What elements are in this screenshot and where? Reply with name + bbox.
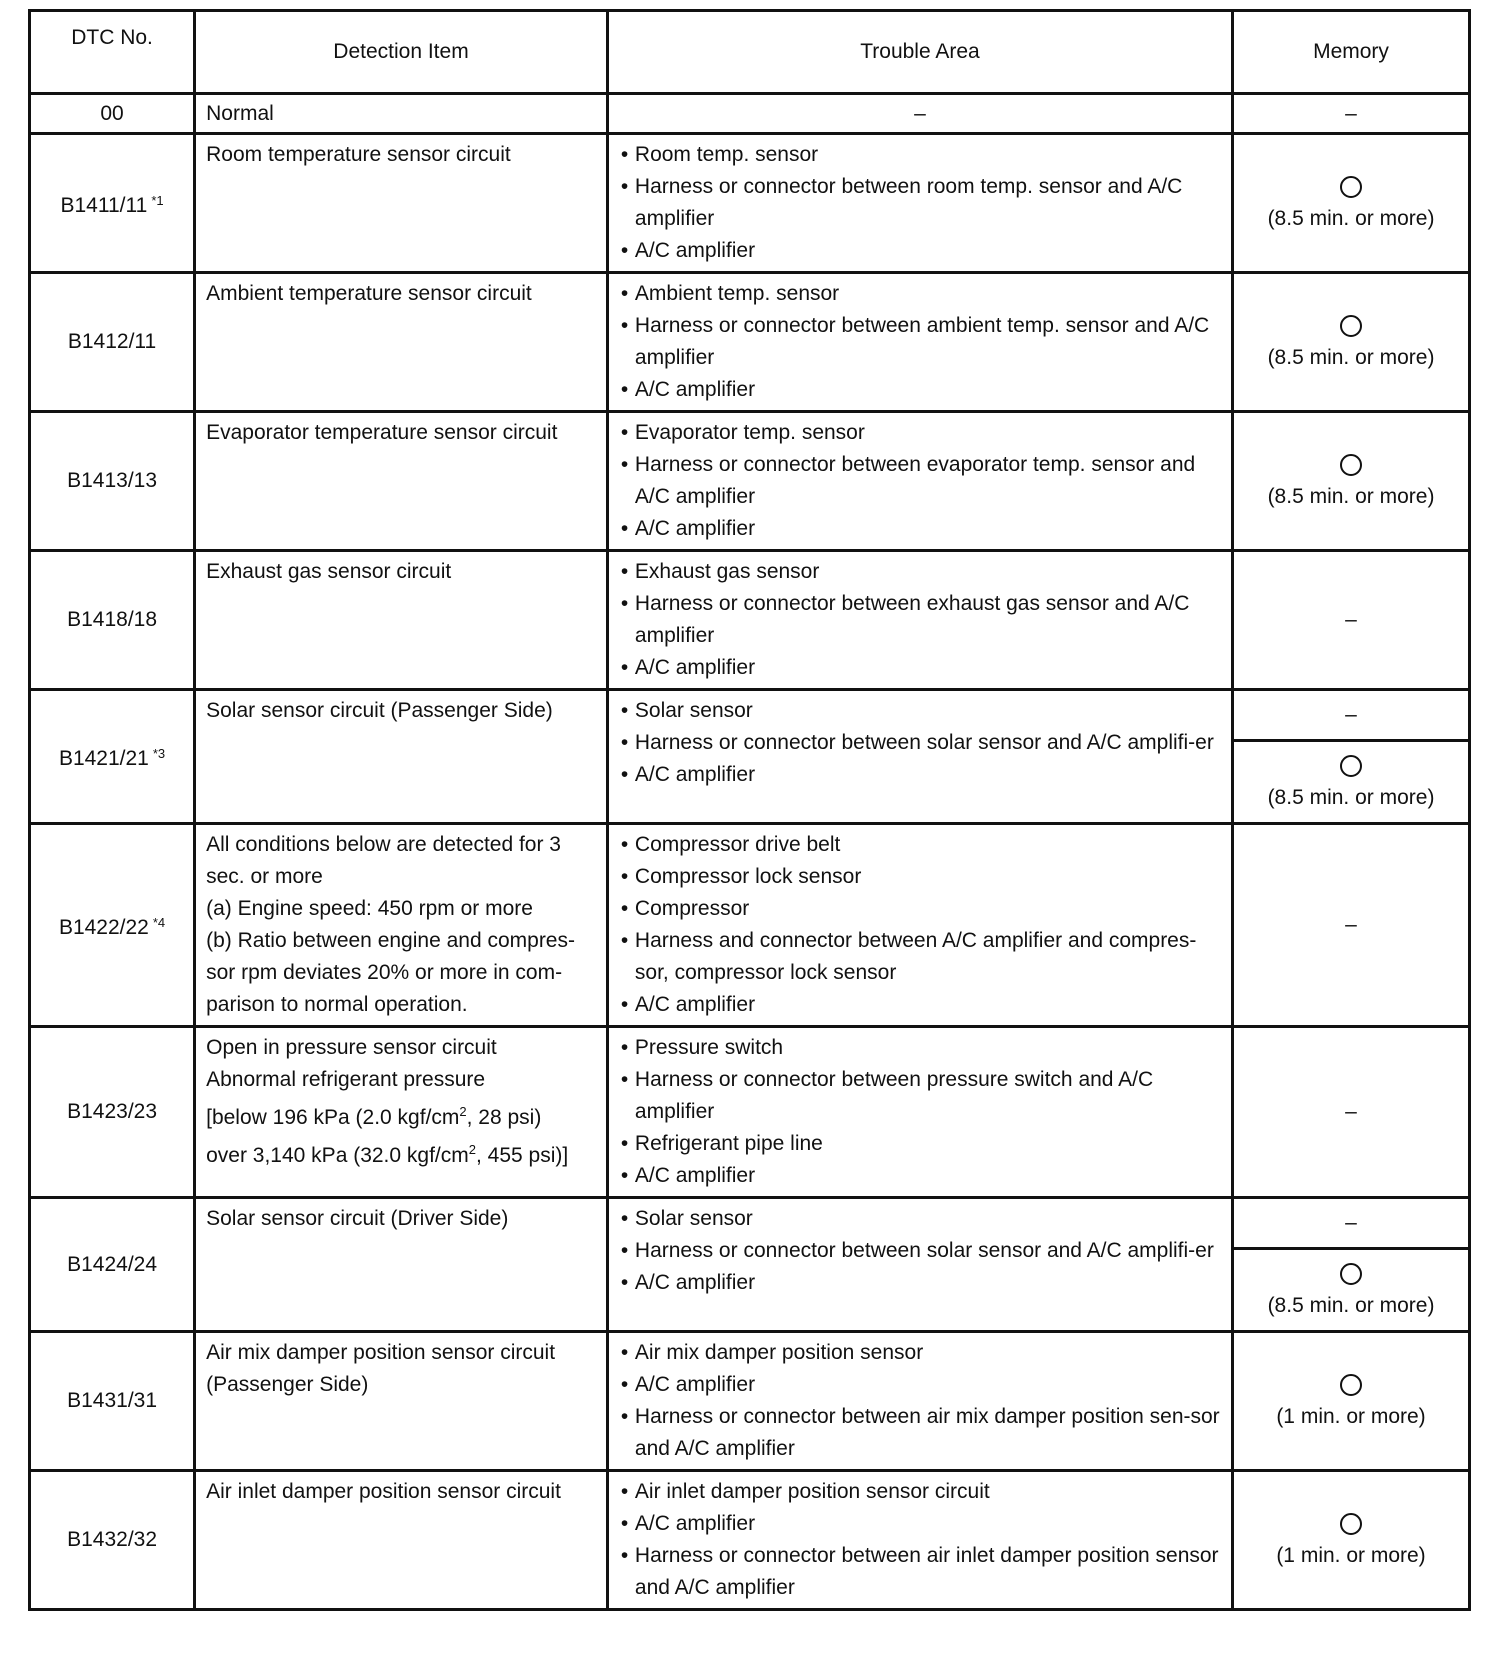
trouble-area-item: • Harness or connector between air mix damper position sen-sor and A/C amplifier	[619, 1401, 1221, 1465]
memory-cell	[1233, 1198, 1470, 1249]
detection-item-line: (Passenger Side)	[206, 1373, 369, 1396]
header-memory: Memory	[1233, 11, 1470, 94]
memory-circle-icon	[1340, 1374, 1362, 1396]
dtc-table	[28, 9, 1471, 1611]
memory-note: (8.5 min. or more)	[1267, 786, 1435, 809]
trouble-area-item: • Ambient temp. sensor	[619, 278, 1221, 310]
trouble-area-item: • A/C amplifier	[619, 374, 1221, 406]
trouble-area-item: • Air mix damper position sensor	[619, 1337, 1221, 1369]
trouble-area-item: • Harness or connector between exhaust gas sensor and A/C amplifier	[619, 588, 1221, 652]
dtc-cell	[30, 412, 195, 551]
dtc-footnote: *1	[151, 192, 164, 208]
header-dtc-no: DTC No.	[30, 11, 195, 94]
trouble-area-cell	[607, 1332, 1232, 1471]
trouble-area-cell	[607, 134, 1232, 273]
trouble-area-cell	[607, 1471, 1232, 1610]
trouble-area-cell	[607, 94, 1232, 134]
detection-item-line: Normal	[206, 101, 274, 125]
trouble-area-list	[619, 139, 1221, 267]
trouble-area-list	[619, 556, 1221, 684]
memory-cell	[1233, 1332, 1470, 1471]
memory-cell	[1233, 94, 1470, 134]
dtc-cell	[30, 1471, 195, 1610]
trouble-area-cell	[607, 412, 1232, 551]
trouble-area-item: • A/C amplifier	[619, 1369, 1221, 1401]
trouble-area-list	[619, 1032, 1221, 1192]
superscript-2: 2	[468, 1142, 476, 1157]
table-row	[30, 824, 1470, 1027]
memory-cell	[1233, 412, 1470, 551]
dtc-code: B1422/22	[58, 915, 149, 939]
memory-circle-icon	[1340, 454, 1362, 476]
trouble-area-item: • Exhaust gas sensor	[619, 556, 1221, 588]
trouble-area-item: • A/C amplifier	[619, 989, 1221, 1021]
trouble-area-item: • Harness or connector between solar sensor and A/C amplifi-er	[619, 727, 1221, 759]
trouble-area-list	[619, 1203, 1221, 1299]
trouble-area-cell	[607, 1198, 1232, 1332]
table-body	[30, 94, 1470, 1610]
trouble-area-item: • Evaporator temp. sensor	[619, 417, 1221, 449]
detection-item-cell	[195, 94, 608, 134]
dtc-code: B1413/13	[67, 469, 158, 492]
trouble-area-cell	[607, 690, 1232, 824]
trouble-area-item: • Compressor drive belt	[619, 829, 1221, 861]
trouble-area-item: • Air inlet damper position sensor circuit	[619, 1476, 1221, 1508]
detection-item-cell	[195, 273, 608, 412]
trouble-area-item: • A/C amplifier	[619, 513, 1221, 545]
trouble-area-item: • Harness or connector between ambient temp. sensor and A/C amplifier	[619, 310, 1221, 374]
table-row	[30, 1471, 1470, 1610]
detection-item-line: Solar sensor circuit (Driver Side)	[206, 1207, 509, 1230]
detection-item-line: Air mix damper position sensor circuit	[206, 1341, 556, 1364]
table-row	[30, 1332, 1470, 1471]
memory-circle-icon	[1340, 1263, 1362, 1285]
memory-circle-icon	[1340, 1513, 1362, 1535]
trouble-area-item: • A/C amplifier	[619, 759, 1221, 791]
trouble-area-cell	[607, 551, 1232, 690]
dtc-cell	[30, 94, 195, 134]
memory-cell	[1233, 1471, 1470, 1610]
dtc-code: 00	[100, 101, 124, 125]
trouble-area-cell	[607, 824, 1232, 1027]
table-row	[30, 1027, 1470, 1198]
dtc-cell	[30, 134, 195, 273]
memory-cell	[1233, 273, 1470, 412]
header-row	[30, 11, 1470, 94]
detection-item-line: Abnormal refrigerant pressure	[206, 1068, 486, 1091]
memory-note: (1 min. or more)	[1276, 1405, 1426, 1428]
detection-item-line: Air inlet damper position sensor circuit	[206, 1480, 561, 1503]
trouble-area-item: • Harness or connector between air inlet damper position sensor and A/C amplifier	[619, 1540, 1221, 1604]
detection-item-line: Open in pressure sensor circuit	[206, 1036, 497, 1059]
detection-item-line: Ambient temperature sensor circuit	[206, 282, 532, 305]
trouble-area-list	[619, 695, 1221, 791]
dtc-code: B1411/11	[60, 193, 148, 217]
trouble-area-item: • A/C amplifier	[619, 1267, 1221, 1299]
memory-note: (8.5 min. or more)	[1267, 485, 1435, 508]
table-row	[30, 94, 1470, 134]
trouble-area-dash: –	[914, 101, 926, 125]
trouble-area-item: • Harness or connector between pressure switch and A/C amplifier	[619, 1064, 1221, 1128]
trouble-area-list	[619, 278, 1221, 406]
detection-item-line: Evaporator temperature sensor circuit	[206, 421, 558, 444]
dtc-cell	[30, 1027, 195, 1198]
detection-item-cell	[195, 1198, 608, 1332]
trouble-area-item: • Harness or connector between room temp. sensor and A/C amplifier	[619, 171, 1221, 235]
dtc-code: B1412/11	[67, 330, 157, 353]
dtc-footnote: *3	[152, 746, 166, 761]
memory-cell	[1233, 1249, 1470, 1332]
trouble-area-item: • Solar sensor	[619, 695, 1221, 727]
dtc-code: B1424/24	[67, 1252, 158, 1276]
memory-dash: –	[1345, 1100, 1357, 1123]
superscript-2: 2	[459, 1104, 467, 1119]
trouble-area-item: • Harness or connector between solar sensor and A/C amplifi-er	[619, 1235, 1221, 1267]
table-row	[30, 134, 1470, 273]
detection-item-line: Solar sensor circuit (Passenger Side)	[206, 699, 553, 722]
memory-circle-icon	[1340, 755, 1362, 777]
detection-item-line: over 3,140 kPa (32.0 kgf/$cm^2$, 455 psi)]	[206, 1142, 569, 1167]
trouble-area-item: • Harness or connector between evaporator temp. sensor and A/C amplifier	[619, 449, 1221, 513]
detection-item-cell	[195, 1471, 608, 1610]
detection-item-line: (a) Engine speed: 450 rpm or more	[206, 897, 533, 920]
detection-item-cell	[195, 1027, 608, 1198]
detection-item-cell	[195, 134, 608, 273]
trouble-area-list	[619, 417, 1221, 545]
trouble-area-list	[619, 829, 1221, 1021]
dtc-cell	[30, 551, 195, 690]
trouble-area-list	[619, 1476, 1221, 1604]
dtc-code: B1421/21	[58, 747, 149, 770]
memory-cell	[1233, 824, 1470, 1027]
table-row	[30, 1198, 1470, 1249]
detection-item-cell	[195, 1332, 608, 1471]
header-detection-item: Detection Item	[195, 11, 608, 94]
memory-circle-icon	[1340, 315, 1362, 337]
trouble-area-item: • Pressure switch	[619, 1032, 1221, 1064]
detection-item-line: Exhaust gas sensor circuit	[206, 560, 452, 583]
memory-cell	[1233, 690, 1470, 741]
memory-dash: –	[1345, 608, 1357, 631]
trouble-area-list	[619, 1337, 1221, 1465]
memory-note: (1 min. or more)	[1276, 1544, 1426, 1567]
trouble-area-item: • Solar sensor	[619, 1203, 1221, 1235]
trouble-area-item: • Compressor	[619, 893, 1221, 925]
memory-dash: –	[1345, 101, 1357, 125]
trouble-area-cell	[607, 273, 1232, 412]
detection-item-cell	[195, 551, 608, 690]
detection-item-cell	[195, 690, 608, 824]
memory-cell	[1233, 741, 1470, 824]
trouble-area-item: • Refrigerant pipe line	[619, 1128, 1221, 1160]
memory-dash: –	[1345, 1211, 1357, 1234]
memory-note: (8.5 min. or more)	[1267, 1294, 1435, 1317]
trouble-area-item: • A/C amplifier	[619, 1160, 1221, 1192]
memory-dash: –	[1345, 913, 1357, 936]
dtc-footnote: *4	[152, 914, 166, 930]
trouble-area-item: • Harness and connector between A/C amplifier and compres-sor, compressor lock sensor	[619, 925, 1221, 989]
detection-item-line: (b) Ratio between engine and compres-sor rpm deviates 20% or more in com-parison to normal operation.	[206, 929, 575, 1016]
table-row	[30, 551, 1470, 690]
memory-circle-icon	[1340, 176, 1362, 198]
trouble-area-item: • A/C amplifier	[619, 652, 1221, 684]
dtc-cell	[30, 824, 195, 1027]
detection-item-line: Room temperature sensor circuit	[206, 143, 511, 166]
dtc-code: B1423/23	[67, 1100, 158, 1123]
table-row	[30, 690, 1470, 741]
detection-item-cell	[195, 824, 608, 1027]
detection-item-line: [below 196 kPa (2.0 kgf/$cm^2$, 28 psi)	[206, 1104, 542, 1129]
trouble-area-item: • Compressor lock sensor	[619, 861, 1221, 893]
dtc-cell	[30, 690, 195, 824]
table-row	[30, 273, 1470, 412]
table-row	[30, 412, 1470, 551]
memory-cell	[1233, 134, 1470, 273]
memory-note: (8.5 min. or more)	[1267, 207, 1435, 230]
detection-item-cell	[195, 412, 608, 551]
memory-cell	[1233, 1027, 1470, 1198]
memory-cell	[1233, 551, 1470, 690]
trouble-area-cell	[607, 1027, 1232, 1198]
trouble-area-item: • A/C amplifier	[619, 235, 1221, 267]
trouble-area-item: • A/C amplifier	[619, 1508, 1221, 1540]
dtc-cell	[30, 1198, 195, 1332]
memory-note: (8.5 min. or more)	[1267, 346, 1435, 369]
trouble-area-item: • Room temp. sensor	[619, 139, 1221, 171]
dtc-code: B1431/31	[67, 1389, 158, 1412]
dtc-code: B1432/32	[67, 1528, 158, 1551]
dtc-cell	[30, 273, 195, 412]
detection-item-line: All conditions below are detected for 3 sec. or more	[206, 833, 561, 888]
dtc-code: B1418/18	[67, 608, 158, 631]
header-trouble-area: Trouble Area	[607, 11, 1232, 94]
memory-dash: –	[1345, 703, 1357, 726]
dtc-cell	[30, 1332, 195, 1471]
